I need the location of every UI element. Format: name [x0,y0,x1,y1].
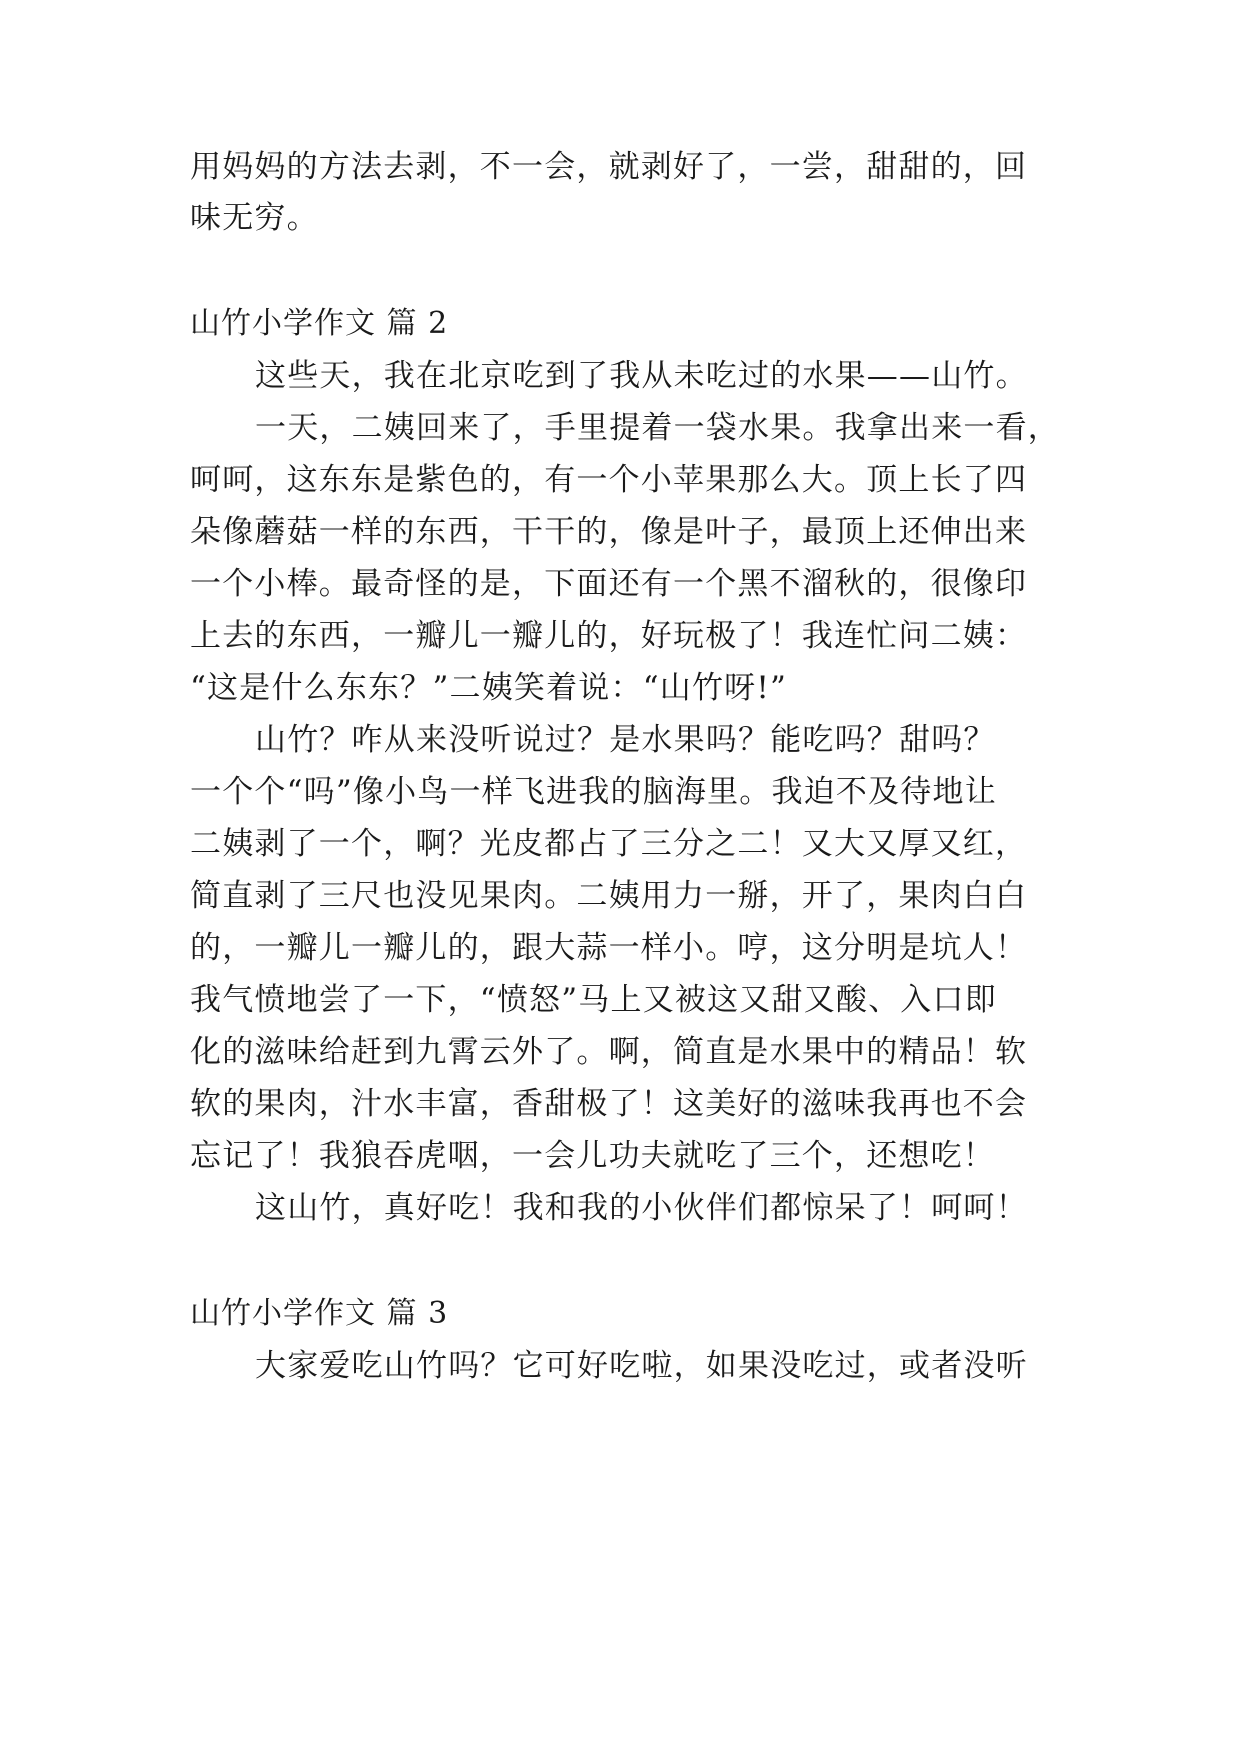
text-line: 上去的东西，一瓣儿一瓣儿的，好玩极了！我连忙问二姨： [190,618,1028,654]
paragraph-first-line: 这些天，我在北京吃到了我从未吃过的水果——山竹。 [255,358,1028,394]
text-line: 一个小棒。最奇怪的是，下面还有一个黑不溜秋的，很像印 [190,566,1028,602]
text-line: 朵像蘑菇一样的东西，干干的，像是叶子，最顶上还伸出来 [190,514,1028,550]
text-line: 味无穷。 [190,200,319,236]
text-line: 我气愤地尝了一下，“愤怒”马上又被这又甜又酸、入口即 [190,982,997,1018]
section-heading: 山竹小学作文 篇 2 [190,306,449,341]
text-line: 简直剥了三尺也没见果肉。二姨用力一掰，开了，果肉白白 [190,878,1028,914]
text-line: “这是什么东东？”二姨笑着说：“山竹呀!” [190,670,788,706]
paragraph-first-line: 一天，二姨回来了，手里提着一袋水果。我拿出来一看， [255,410,1060,446]
text-line: 软的果肉，汁水丰富，香甜极了！这美好的滋味我再也不会 [190,1086,1028,1122]
text-line: 化的滋味给赶到九霄云外了。啊，简直是水果中的精品！软 [190,1034,1028,1070]
text-line: 忘记了！我狼吞虎咽，一会儿功夫就吃了三个，还想吃！ [190,1138,995,1174]
text-line: 呵呵，这东东是紫色的，有一个小苹果那么大。顶上长了四 [190,462,1028,498]
paragraph-first-line: 山竹？咋从来没听说过？是水果吗？能吃吗？甜吗？ [255,722,996,758]
text-line: 的，一瓣儿一瓣儿的，跟大蒜一样小。哼，这分明是坑人！ [190,930,1028,966]
paragraph-first-line: 这山竹，真好吃！我和我的小伙伴们都惊呆了！呵呵！ [255,1190,1028,1226]
paragraph-first-line: 大家爱吃山竹吗？它可好吃啦，如果没吃过，或者没听 [255,1348,1028,1384]
text-line: 二姨剥了一个，啊？光皮都占了三分之二！又大又厚又红， [190,826,1028,862]
text-line: 用妈妈的方法去剥，不一会，就剥好了，一尝，甜甜的，回 [190,149,1028,185]
text-line: 一个个“吗”像小鸟一样飞进我的脑海里。我迫不及待地让 [190,774,997,810]
section-heading: 山竹小学作文 篇 3 [190,1296,449,1331]
